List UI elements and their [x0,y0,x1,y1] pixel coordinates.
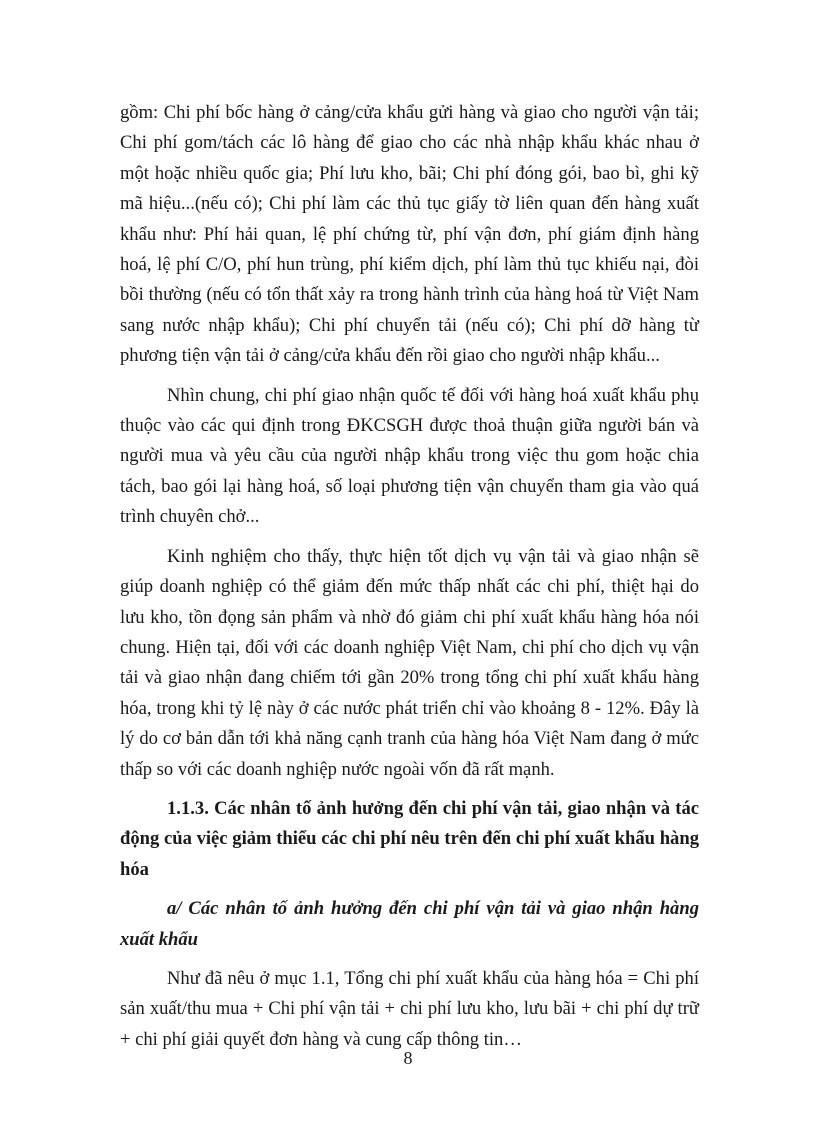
paragraph-experience: Kinh nghiệm cho thấy, thực hiện tốt dịch vụ vận tải và giao nhận sẽ giúp doanh nghiệp có thể giảm đến mức thấp nhất các chi phí, thiệt hại do lưu kho, tồn đọng sản phẩm và nhờ đó giảm chi phí xuất khẩu hàng hóa nói chung. Hiện tại, đối với các doanh nghiệp Việt Nam, chi phí cho dịch vụ vận tải và giao nhận đang chiếm tới gần 20% trong tổng chi phí xuất khẩu hàng hóa, trong khi tỷ lệ này ở các nước phát triển chỉ vào khoảng 8 - 12%. Đây là lý do cơ bản dẫn tới khả năng cạnh tranh của hàng hóa Việt Nam đang ở mức thấp so với các doanh nghiệp nước ngoài vốn đã rất mạnh. [120,545,699,780]
paragraph-continued-costs: gồm: Chi phí bốc hàng ở cảng/cửa khẩu gửi hàng và giao cho người vận tải; Chi phí gom/tách các lô hàng để giao cho các nhà nhập khẩu khác nhau ở một hoặc nhiều quốc gia; Phí lưu kho, bãi; Chi phí đóng gói, bao bì, ghi kỹ mã hiệu...(nếu có); Chi phí làm các thủ tục giấy tờ liên quan đến hàng xuất khẩu như: Phí hải quan, lệ phí chứng từ, phí vận đơn, phí giám định hàng hoá, lệ phí C/O, phí hun trùng, phí kiểm dịch, phí làm thủ tục khiếu nại, đòi bồi thường (nếu có tổn thất xảy ra trong hành trình của hàng hoá từ Việt Nam sang nước nhập khẩu); Chi phí chuyển tải (nếu có); Chi phí dỡ hàng từ phương tiện vận tải ở cảng/cửa khẩu đến rồi giao cho người nhập khẩu... [120,102,699,367]
subsection-heading: a/ Các nhân tố ảnh hưởng đến chi phí vận tải và giao nhận hàng xuất khẩu [120,898,699,950]
paragraph-total-cost: Như đã nêu ở mục 1.1, Tổng chi phí xuất khẩu của hàng hóa = Chi phí sản xuất/thu mua + Chi phí vận tải + chi phí lưu kho, lưu bãi + chi phí dự trữ + chi phí giải quyết đơn hàng và cung cấp thông tin… [120,967,699,1050]
page-number: 8 [403,1048,413,1068]
paragraph-forwarding-costs: Nhìn chung, chi phí giao nhận quốc tế đối với hàng hoá xuất khẩu phụ thuộc vào các qui định trong ĐKCSGH được thoả thuận giữa người bán và người mua và yêu cầu của người nhập khẩu trong việc thu gom hoặc chia tách, bao gói lại hàng hoá, số loại phương tiện vận chuyển tham gia vào quá trình chuyên chở... [120,384,699,528]
page-body [120,98,699,1064]
section-heading: 1.1.3. Các nhân tố ảnh hưởng đến chi phí vận tải, giao nhận và tác động của việc giảm thiểu các chi phí nêu trên đến chi phí xuất khẩu hàng hóa [120,797,699,880]
